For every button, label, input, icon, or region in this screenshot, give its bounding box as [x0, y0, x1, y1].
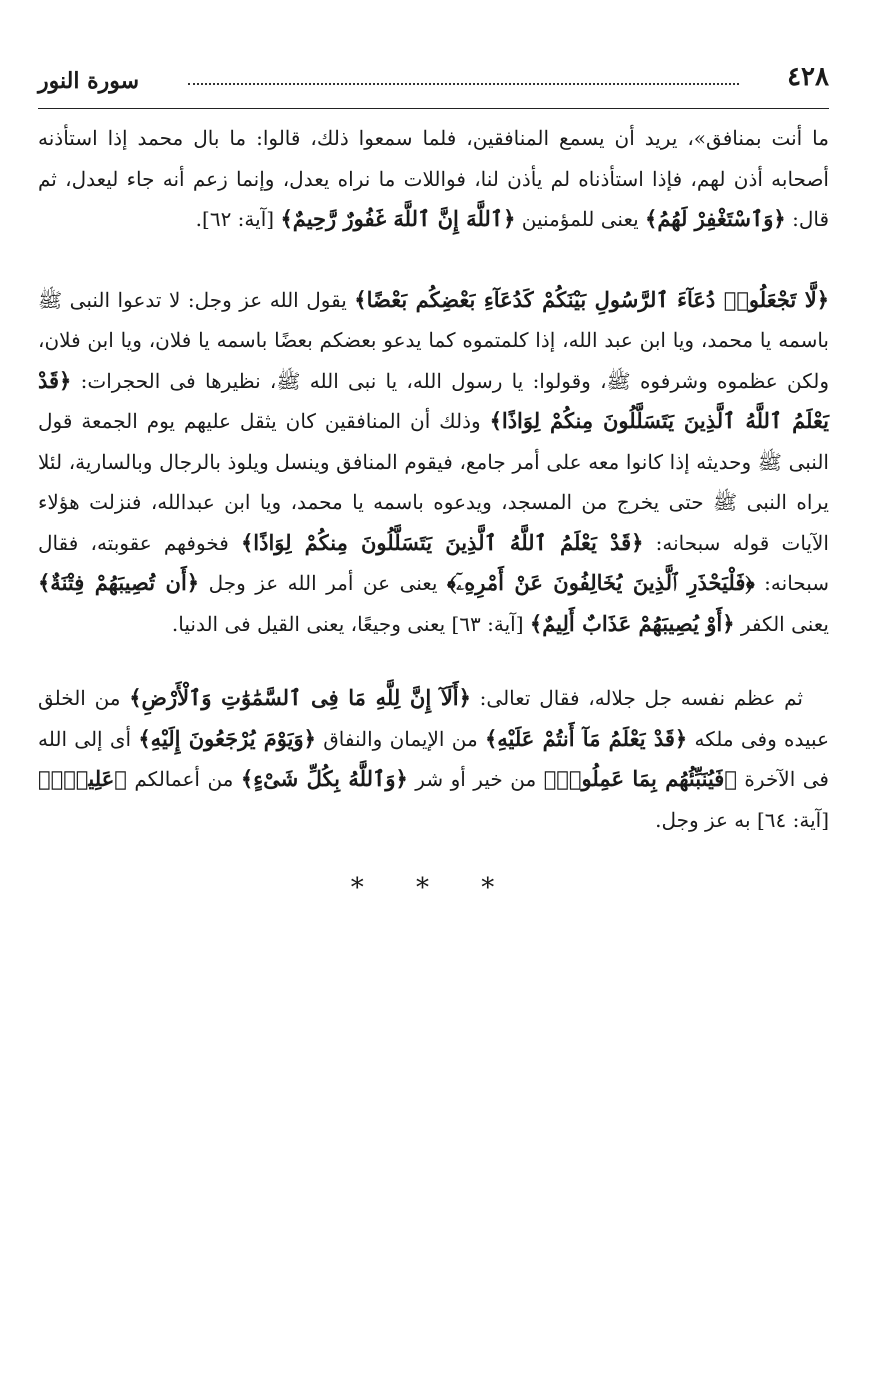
quran-verse: ﴿وَٱللَّهُ بِكُلِّ شَىْءٍ﴾ — [240, 766, 408, 791]
quran-verse: ﴿ٱللَّهَ إِنَّ ٱللَّهَ غَفُورٌ رَّحِيمٌ﴾ — [280, 206, 516, 231]
commentary-text: أى إلى الله فى الآخرة — [38, 726, 829, 791]
quran-verse: ﴿فَلْيَحْذَرِ ٱلَّذِينَ يُخَالِفُونَ عَنْ أَمْرِهِۦٓ﴾ — [446, 570, 755, 595]
header-rule — [38, 108, 829, 109]
commentary-text: وذلك أن المنافقين كان يثقل عليهم يوم الجمعة قول النبى ﷺ وحديثه إذا كانوا معه على أمر جامع، فيقوم المنافق وينسل ويلوذ بالرجال وبالسارية، لئلا يراه النبى ﷺ حتى يخرج من المسجد، ويدعوه باسمه يا محمد، ويا ابن عبدالله، فنزلت هؤلاء الآيات قوله سبحانه: — [38, 409, 829, 555]
commentary-text: من أعمالكم — [126, 767, 241, 791]
commentary-text: يعنى للمؤمنين — [515, 207, 646, 231]
quran-verse: ﴿قَدْ يَعْلَمُ مَآ أَنتُمْ عَلَيْهِ﴾ — [484, 725, 688, 751]
paragraph-2 — [38, 280, 829, 645]
quran-verse: ﴿عَلِيمٌۢ﴾ — [38, 766, 127, 791]
commentary-text: ثم عظم نفسه جل جلاله، فقال تعالى: — [470, 686, 803, 710]
commentary-text: [آية: ٦٢]. — [195, 207, 281, 231]
commentary-text: [آية: ٦٤] به عز وجل. — [655, 807, 829, 832]
quran-verse: ﴿قَدْ يَعْلَمُ ٱللَّهُ ٱلَّذِينَ يَتَسَلَّلُونَ مِنكُمْ لِوَاذًا﴾ — [240, 529, 644, 555]
commentary-text: يعنى عن أمر الله عز وجل — [199, 571, 447, 595]
commentary-text: يعنى الكفر — [734, 611, 829, 636]
surah-name: سورة النور — [38, 68, 140, 94]
paragraph-1 — [38, 118, 829, 240]
quran-verse: ﴿وَيَوْمَ يُرْجَعُونَ إِلَيْهِ﴾ — [138, 725, 316, 751]
quran-verse: ﴿وَٱسْتَغْفِرْ لَهُمُ﴾ — [645, 206, 786, 231]
commentary-text: من الخلق عبيده وفى ملكه — [38, 686, 829, 751]
quran-verse: ﴿فَيُنَبِّئُهُم بِمَا عَمِلُوا۟﴾ — [543, 766, 737, 791]
commentary-text: فخوفهم عقوبته، فقال سبحانه: — [38, 530, 829, 595]
commentary-text: [آية: ٦٣] يعنى وجيعًا، يعنى القيل فى الدنيا. — [171, 611, 530, 636]
commentary-text: يقول الله عز وجل: لا تدعوا النبى ﷺ باسمه يا محمد، ويا ابن عبد الله، إذا كلمتموه كما يدعو بعضكم بعضًا باسمه يا فلان، ويا ابن فلان، ولكن عظموه وشرفوه ﷺ، وقولوا: يا رسول الله، يا نبى الله ﷺ، نظيرها فى الحجرات: — [38, 287, 829, 393]
quran-verse: ﴿لَّا تَجْعَلُوا۟ دُعَآءَ ٱلرَّسُولِ بَيْنَكُمْ كَدُعَآءِ بَعْضِكُم بَعْضًا﴾ — [354, 286, 829, 312]
page-number: ٤٢٨ — [787, 62, 829, 92]
running-header — [38, 56, 829, 106]
commentary-text: من خير أو شر — [407, 767, 544, 791]
commentary-text: من الإيمان والنفاق — [315, 726, 485, 751]
commentary-text: ما أنت بمنافق»، يريد أن يسمع المنافقين، فلما سمعوا ذلك، قالوا: ما بال محمد إذا استأذنه أصحابه أذن لهم، فإذا استأذناه لم يأذن لنا، فواللات ما نراه يعدل، وإنما زعم أنه جاء ليعدل، ثم قال: — [38, 126, 829, 231]
quran-verse: ﴿أَن تُصِيبَهُمْ فِتْنَةٌ﴾ — [38, 570, 200, 595]
quran-verse: ﴿قَدْ يَعْلَمُ ٱللَّهُ ٱلَّذِينَ يَتَسَلَّلُونَ مِنكُمْ لِوَاذًا﴾ — [38, 367, 829, 433]
quran-verse: ﴿أَلَآ إِنَّ لِلَّهِ مَا فِى ٱلسَّمَٰوَٰتِ وَٱلْأَرْضِ﴾ — [129, 685, 471, 710]
paragraph-3 — [38, 678, 829, 840]
body-text — [38, 118, 829, 906]
dotted-leader — [188, 83, 739, 85]
quran-verse: ﴿أَوْ يُصِيبَهُمْ عَذَابٌ أَلِيمٌ﴾ — [529, 610, 735, 636]
section-separator: * * * — [350, 873, 517, 903]
